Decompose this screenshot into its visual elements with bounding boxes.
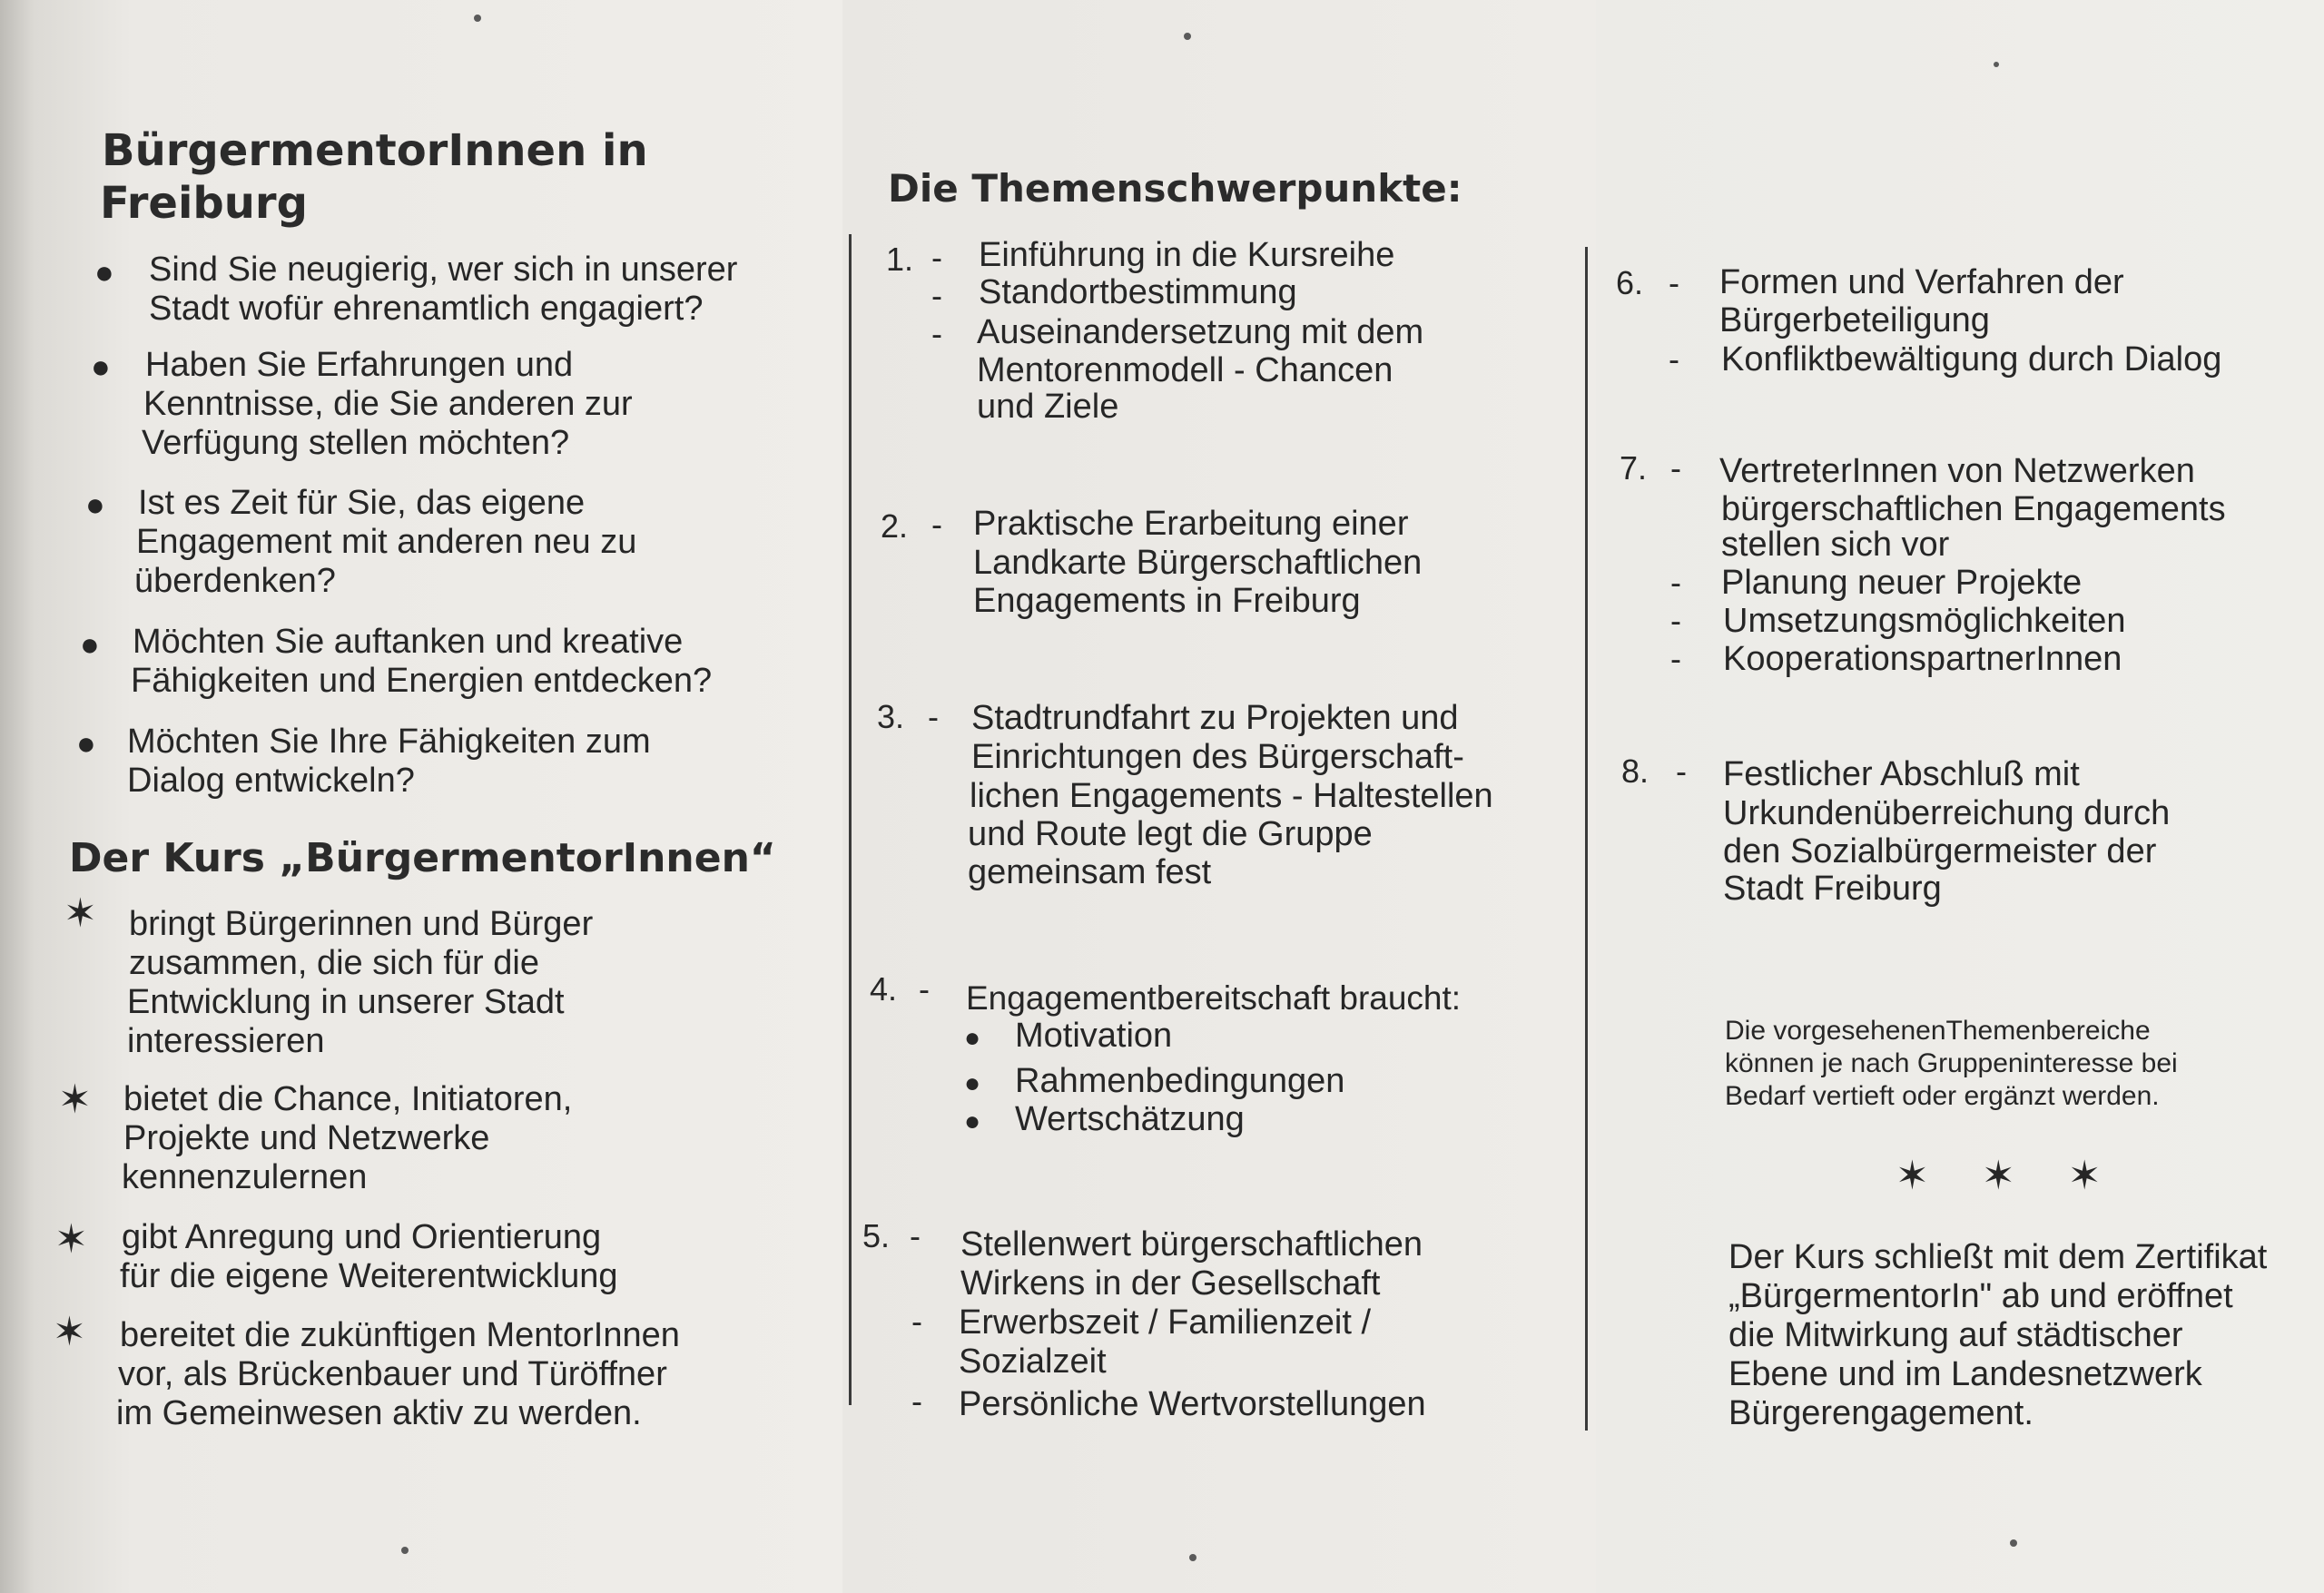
topic-number: 7. [1620,449,1648,487]
topic-4-bullet-1: Motivation [1015,1017,1173,1055]
paper-speck [1184,33,1191,40]
closing-line-4: Ebene und im Landesnetzwerk [1728,1355,2202,1393]
topics-heading: Die Themenschwerpunkte: [888,166,1462,211]
bullet-icon: ● [85,486,105,523]
column-divider-left [849,234,852,1405]
topic-number: 4. [870,970,898,1008]
dash-marker: - [1670,602,1681,639]
topic-2-line-2: Landkarte Bürgerschaftlichen [973,544,1423,582]
topic-7-line-1: VertreterInnen von Netzwerken [1719,452,2195,490]
question-5-line-1: Möchten Sie Ihre Fähigkeiten zum [127,723,651,761]
dash-marker: - [1669,264,1679,301]
topic-2-line-3: Engagements in Freiburg [973,582,1361,620]
topic-7-line-4: Planung neuer Projekte [1721,564,2083,602]
note-line-1: Die vorgesehenenThemenbereiche [1725,1016,2151,1046]
topic-8-line-2: Urkundenüberreichung durch [1723,794,2171,832]
question-2-line-2: Kenntnisse, die Sie anderen zur [143,385,633,423]
topic-4-bullet-3: Wertschätzung [1015,1100,1245,1138]
topic-8-line-4: Stadt Freiburg [1723,870,1942,908]
dash-marker: - [1676,752,1687,790]
page-edge-shadow [0,0,36,1593]
paper-speck [474,15,481,22]
question-4-line-1: Möchten Sie auftanken und kreative [133,623,684,661]
topic-6-line-1: Formen und Verfahren der [1719,263,2124,301]
topic-3-line-5: gemeinsam fest [968,853,1212,891]
course-point-1-line-2: zusammen, die sich für die [129,944,539,982]
closing-line-5: Bürgerengagement. [1728,1394,2034,1432]
course-point-1-line-3: Entwicklung in unserer Stadt [127,983,565,1021]
bullet-icon: ● [964,1023,981,1053]
dash-marker: - [919,970,930,1008]
topic-5-line-2: Wirkens in der Gesellschaft [960,1264,1381,1303]
topic-number: 3. [877,698,905,735]
course-point-4-line-1: bereitet die zukünftigen MentorInnen [120,1316,680,1354]
dash-marker: - [931,315,942,352]
course-point-1-line-4: interessieren [127,1022,325,1060]
dash-marker: - [910,1217,921,1254]
closing-line-2: „BürgermentorIn" ab und eröffnet [1728,1277,2233,1315]
course-point-2-line-2: Projekte und Netzwerke [123,1119,490,1157]
topic-3-line-4: und Route legt die Gruppe [968,815,1373,853]
topic-7-line-2: bürgerschaftlichen Engagements [1721,490,2226,528]
question-4-line-2: Fähigkeiten und Energien entdecken? [131,662,713,700]
topic-5-line-1: Stellenwert bürgerschaftlichen [960,1225,1423,1264]
question-1-line-2: Stadt wofür ehrenamtlich engagiert? [149,290,704,328]
dash-marker: - [931,239,942,276]
topic-number: 5. [862,1217,891,1254]
topic-number: 8. [1621,752,1649,790]
topic-1-line-3: Auseinandersetzung mit dem [977,313,1424,351]
dash-marker: - [1670,564,1681,601]
asterisk-bullet-icon: ✶ [64,890,97,937]
paper-speck [2010,1539,2017,1547]
topic-5-line-3: Erwerbszeit / Familienzeit / [959,1303,1372,1342]
asterisk-bullet-icon: ✶ [58,1077,92,1123]
paper-speck [1994,62,1999,67]
dash-marker: - [1670,449,1681,487]
course-point-4-line-3: im Gemeinwesen aktiv zu werden. [116,1394,642,1432]
course-point-2-line-3: kennenzulernen [122,1158,368,1196]
note-line-3: Bedarf vertieft oder ergänzt werden. [1725,1081,2160,1111]
topic-7-line-5: Umsetzungsmöglichkeiten [1723,602,2126,640]
dash-marker: - [931,506,942,543]
topic-1-line-2: Standortbestimmung [979,273,1297,311]
course-point-3-line-2: für die eigene Weiterentwicklung [120,1257,618,1295]
topic-7-line-6: KooperationspartnerInnen [1723,640,2122,678]
topic-8-line-1: Festlicher Abschluß mit [1723,755,2080,793]
course-point-2-line-1: bietet die Chance, Initiatoren, [123,1080,573,1118]
course-point-1-line-1: bringt Bürgerinnen und Bürger [129,905,594,943]
topic-8-line-3: den Sozialbürgermeister der [1723,832,2157,870]
closing-line-3: die Mitwirkung auf städtischer [1728,1316,2183,1354]
page-title-line-1: BürgermentorInnen in [102,125,648,176]
course-point-3-line-1: gibt Anregung und Orientierung [122,1218,602,1256]
topic-1-line-4: Mentorenmodell - Chancen [977,351,1393,389]
note-line-2: können je nach Gruppeninteresse bei [1725,1048,2178,1078]
closing-line-1: Der Kurs schließt mit dem Zertifikat [1728,1238,2268,1276]
topic-3-line-1: Stadtrundfahrt zu Projekten und [971,699,1459,737]
page-title-line-2: Freiburg [100,178,308,229]
topic-6-line-2: Bürgerbeteiligung [1719,301,1990,339]
bullet-icon: ● [964,1106,981,1136]
dash-marker: - [911,1382,922,1420]
question-1-line-1: Sind Sie neugierig, wer sich in unserer [149,251,738,289]
star-separator: ✶ ✶ ✶ [1896,1153,2122,1199]
paper-speck [1189,1554,1196,1561]
bullet-icon: ● [964,1068,981,1098]
topic-3-line-2: Einrichtungen des Bürgerschaft- [971,738,1464,776]
question-3-line-3: überdenken? [134,562,336,600]
topic-4-line-1: Engagementbereitschaft braucht: [966,979,1462,1017]
dash-marker: - [928,698,939,735]
topic-number: 2. [881,507,909,545]
topic-7-line-3: stellen sich vor [1721,526,1950,564]
dash-marker: - [931,277,942,314]
topic-number: 6. [1616,264,1644,301]
topic-1-line-1: Einführung in die Kursreihe [979,236,1395,274]
paper-speck [401,1547,409,1554]
topic-5-line-4: Sozialzeit [959,1342,1107,1381]
bullet-icon: ● [91,348,111,385]
topic-4-bullet-2: Rahmenbedingungen [1015,1062,1345,1100]
course-point-4-line-2: vor, als Brückenbauer und Türöffner [118,1355,667,1393]
column-divider-right [1585,247,1588,1431]
question-2-line-3: Verfügung stellen möchten? [142,424,570,462]
question-5-line-2: Dialog entwickeln? [127,762,415,800]
dash-marker: - [1670,640,1681,677]
question-2-line-1: Haben Sie Erfahrungen und [145,346,574,384]
topic-number: 1. [886,241,914,278]
bullet-icon: ● [94,253,114,290]
dash-marker: - [911,1303,922,1340]
topic-2-line-1: Praktische Erarbeitung einer [973,505,1409,543]
bullet-icon: ● [80,625,100,663]
topic-1-line-5: und Ziele [977,388,1119,426]
topic-3-line-3: lichen Engagements - Haltestellen [970,777,1493,815]
question-3-line-2: Engagement mit anderen neu zu [136,523,637,561]
dash-marker: - [1669,340,1679,378]
topic-6-line-3: Konfliktbewältigung durch Dialog [1721,340,2222,379]
question-3-line-1: Ist es Zeit für Sie, das eigene [138,484,586,522]
topic-5-line-5: Persönliche Wertvorstellungen [959,1385,1426,1423]
asterisk-bullet-icon: ✶ [54,1216,88,1263]
asterisk-bullet-icon: ✶ [53,1309,86,1355]
bullet-icon: ● [76,724,96,762]
course-heading: Der Kurs „BürgermentorInnen“ [69,835,776,881]
